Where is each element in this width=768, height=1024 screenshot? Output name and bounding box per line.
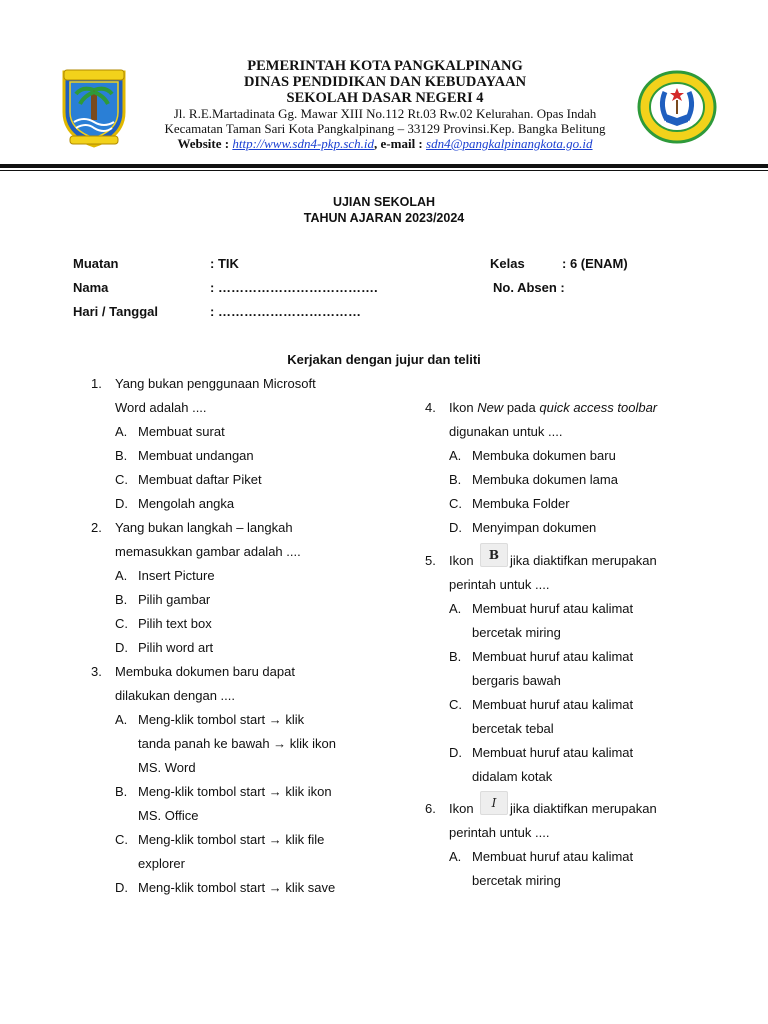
q2-option-d[interactable] <box>115 636 365 660</box>
letterhead-text <box>130 58 640 151</box>
question-number: 4. <box>425 400 436 415</box>
question-word: Ikon <box>449 801 474 816</box>
question-number: 6. <box>425 801 436 816</box>
question-text: perintah untuk .... <box>449 577 550 592</box>
option-text: tanda panah ke bawah → klik ikon <box>138 736 337 751</box>
nama-label: Nama <box>73 280 109 295</box>
option-text: MS. Office <box>138 808 199 823</box>
question-number: 2. <box>91 520 102 535</box>
option-text: Membuat huruf atau kalimat <box>472 697 634 712</box>
question-text: perintah untuk .... <box>449 825 550 840</box>
contact-line <box>130 136 640 151</box>
q5-option-b[interactable] <box>449 645 709 693</box>
option-text: Membuat huruf atau kalimat <box>472 649 634 664</box>
option-text: Membuat daftar Piket <box>138 472 262 487</box>
question-6 <box>425 797 715 845</box>
option-letter: D. <box>449 520 462 535</box>
option-letter: A. <box>449 601 462 616</box>
option-letter: B. <box>115 448 128 463</box>
option-text: Meng-klik tombol start → klik ikon <box>138 784 332 799</box>
question-3 <box>91 660 371 708</box>
muatan-label: Muatan <box>73 256 119 271</box>
question-text: memasukkan gambar adalah .... <box>115 544 301 559</box>
q3-option-d[interactable] <box>115 876 375 900</box>
question-term-new: New <box>477 400 504 415</box>
q4-option-c[interactable] <box>449 492 699 516</box>
option-text: Meng-klik tombol start → klik <box>138 712 305 727</box>
option-letter: D. <box>115 640 128 655</box>
q3-option-c[interactable] <box>115 828 375 876</box>
option-letter: A. <box>115 568 128 583</box>
school-name: SEKOLAH DASAR NEGERI 4 <box>286 90 484 106</box>
option-text: Membuka dokumen baru <box>472 448 616 463</box>
question-text: Yang bukan penggunaan Microsoft <box>115 376 316 391</box>
option-text: Membuka Folder <box>472 496 570 511</box>
q4-option-d[interactable] <box>449 516 699 540</box>
question-text: dilakukan dengan .... <box>115 688 235 703</box>
nama-field: : ………………………………. <box>210 280 378 295</box>
muatan-value: : TIK <box>210 256 239 271</box>
question-2 <box>91 516 371 564</box>
q4-option-b[interactable] <box>449 468 699 492</box>
option-text: Mengolah angka <box>138 496 235 511</box>
question-word: Ikon <box>449 553 474 568</box>
question-word: Ikon <box>449 400 478 415</box>
q1-option-b[interactable] <box>115 444 365 468</box>
department-name: DINAS PENDIDIKAN DAN KEBUDAYAAN <box>243 74 527 90</box>
option-text: bercetak miring <box>472 873 561 888</box>
website-link[interactable]: http://www.sdn4-pkp.sch.id <box>232 136 375 151</box>
q1-option-d[interactable] <box>115 492 365 516</box>
question-1 <box>91 372 371 420</box>
question-5 <box>425 549 715 597</box>
option-text: bergaris bawah <box>472 673 561 688</box>
option-letter: D. <box>449 745 462 760</box>
question-text: jika diaktifkan merupakan <box>510 801 657 816</box>
option-letter: C. <box>449 697 462 712</box>
option-text: Pilih text box <box>138 616 212 631</box>
option-letter: B. <box>115 784 128 799</box>
question-text: Word adalah .... <box>115 400 207 415</box>
option-letter: C. <box>115 616 128 631</box>
question-text <box>449 396 657 420</box>
option-text: Pilih word art <box>138 640 214 655</box>
exam-title-line1: UJIAN SEKOLAH <box>332 195 436 209</box>
option-text: bercetak tebal <box>472 721 554 736</box>
question-word: pada <box>503 400 540 415</box>
kelas-value: : 6 (ENAM) <box>562 256 628 271</box>
option-letter: C. <box>449 496 462 511</box>
q5-option-c[interactable] <box>449 693 709 741</box>
q5-option-d[interactable] <box>449 741 709 789</box>
q2-option-c[interactable] <box>115 612 365 636</box>
school-emblem-icon <box>637 70 717 144</box>
question-number: 5. <box>425 553 436 568</box>
option-letter: B. <box>449 649 462 664</box>
exam-title-line2: TAHUN AJARAN 2023/2024 <box>303 211 465 225</box>
exam-title <box>0 194 768 226</box>
website-label: Website : <box>177 136 230 151</box>
option-text: Membuka dokumen lama <box>472 472 618 487</box>
option-text: Membuat huruf atau kalimat <box>472 745 634 760</box>
q1-option-c[interactable] <box>115 468 365 492</box>
option-text: didalam kotak <box>472 769 553 784</box>
question-text: jika diaktifkan merupakan <box>510 553 657 568</box>
question-text: digunakan untuk .... <box>449 424 563 439</box>
option-letter: B. <box>115 592 128 607</box>
absen-label: No. Absen : <box>493 280 565 295</box>
letterhead-rule-thick <box>0 164 768 168</box>
option-letter: A. <box>115 712 128 727</box>
option-letter: B. <box>449 472 462 487</box>
kelas-label: Kelas <box>490 256 525 271</box>
option-text: Meng-klik tombol start → klik file <box>138 832 325 847</box>
option-text: explorer <box>138 856 185 871</box>
option-text: Membuat huruf atau kalimat <box>472 601 634 616</box>
hari-tanggal-field: : …………………………… <box>210 304 361 319</box>
email-link[interactable]: sdn4@pangkalpinangkota.go.id <box>426 136 593 151</box>
option-letter: C. <box>115 832 128 847</box>
option-letter: C. <box>115 472 128 487</box>
option-text: Meng-klik tombol start → klik save <box>138 880 336 895</box>
q2-option-b[interactable] <box>115 588 365 612</box>
q4-option-a[interactable] <box>449 444 699 468</box>
question-number: 3. <box>91 664 102 679</box>
government-name: PEMERINTAH KOTA PANGKALPINANG <box>247 58 523 74</box>
email-label: , e-mail : <box>374 136 423 151</box>
instruction: Kerjakan dengan jujur dan teliti <box>287 352 481 367</box>
q6-option-a[interactable] <box>449 845 709 893</box>
q3-option-b[interactable] <box>115 780 375 828</box>
pangkalpinang-city-emblem-icon <box>58 66 130 148</box>
question-term-qat: quick access toolbar <box>539 400 658 415</box>
option-text: bercetak miring <box>472 625 561 640</box>
q1-option-a[interactable] <box>115 420 365 444</box>
letterhead <box>0 0 768 172</box>
option-text: Menyimpan dokumen <box>472 520 597 535</box>
q3-option-a[interactable] <box>115 708 375 780</box>
option-text: Pilih gambar <box>138 592 211 607</box>
letterhead-rule-thin <box>0 170 768 171</box>
option-text: MS. Word <box>138 760 196 775</box>
q2-option-a[interactable] <box>115 564 365 588</box>
option-letter: D. <box>115 496 128 511</box>
italic-icon: I <box>480 791 508 815</box>
hari-tanggal-label: Hari / Tanggal <box>73 304 158 319</box>
option-text: Membuat undangan <box>138 448 254 463</box>
bold-icon: B <box>480 543 508 567</box>
option-letter: A. <box>115 424 128 439</box>
question-number: 1. <box>91 376 102 391</box>
school-address-line2: Kecamatan Taman Sari Kota Pangkalpinang – 33129 Provinsi.Kep. Bangka Belitung <box>164 121 606 136</box>
option-letter: A. <box>449 849 462 864</box>
option-text: Insert Picture <box>138 568 215 583</box>
school-address-line1: Jl. R.E.Martadinata Gg. Mawar XIII No.112 Rt.03 Rw.02 Kelurahan. Opas Indah <box>173 106 597 121</box>
question-4 <box>425 396 715 444</box>
option-text: Membuat huruf atau kalimat <box>472 849 634 864</box>
question-text: Yang bukan langkah – langkah <box>115 520 293 535</box>
option-letter: D. <box>115 880 128 895</box>
q5-option-a[interactable] <box>449 597 709 645</box>
option-text: Membuat surat <box>138 424 225 439</box>
question-text: Membuka dokumen baru dapat <box>115 664 295 679</box>
option-letter: A. <box>449 448 462 463</box>
